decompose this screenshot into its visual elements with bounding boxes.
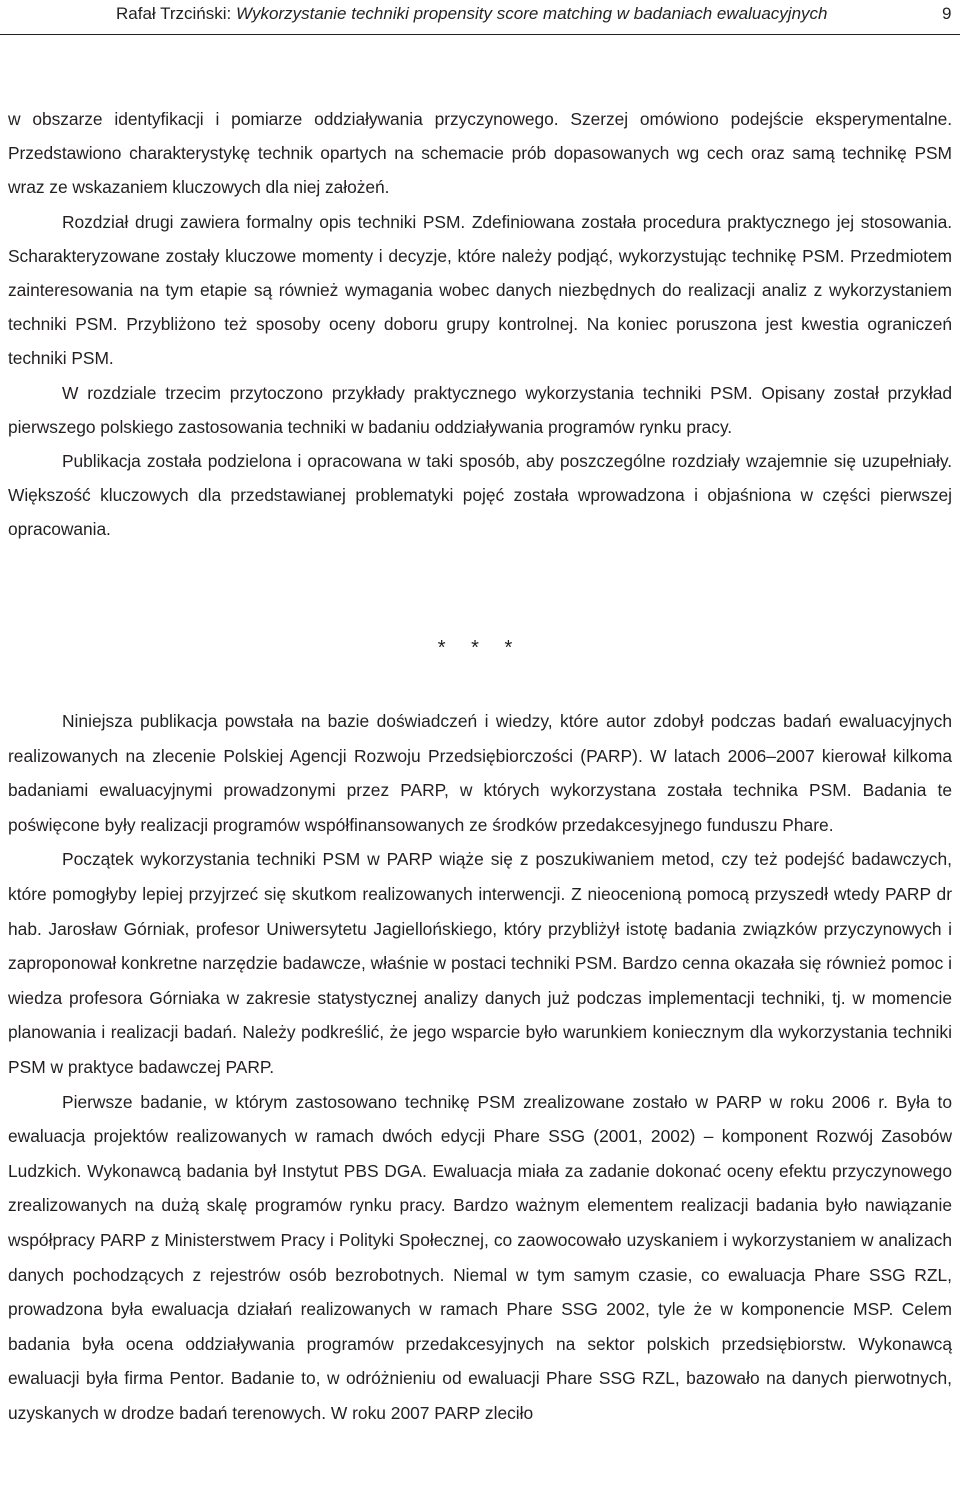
header-title: Wykorzystanie techniki propensity score matching w badaniach ewaluacyjnych bbox=[235, 4, 828, 23]
acknowledgements-paragraph-3: Pierwsze badanie, w którym zastosowano technikę PSM zrealizowane zostało w PARP w roku 2006 r. Była to ewaluacja projektów realizowanych w ramach dwóch edycji Phare SSG (2001, 2002) – komponent Rozwój Zasobów Ludzkich. Wykonawcą badania był Instytut PBS DGA. Ewaluacja miała za zadanie dokonać oceny efektu przyczynowego zrealizowanych na dużą skalę programów rynku pracy. Bardzo ważnym elementem realizacji badania było nawiązanie współpracy PARP z Ministerstwem Pracy i Polityki Społecznej, co zaowocowało uzyskaniem i wykorzystaniem w analizach danych pochodzących z rejestrów osób bezrobotnych. Niemal w tym samym czasie, co ewaluacja Phare SSG RZL, prowadzona była ewaluacja działań realizowanych w ramach Phare SSG 2002, tyle że w komponencie MSP. Celem badania była ocena oddziaływania programów przedakcesyjnych na sektor polskich przedsiębiorstw. Wykonawcą ewaluacji była firma Pentor. Badanie to, w odróżnieniu od ewaluacji Phare SSG RZL, bazowało na danych pierwotnych, uzyskanych w drodze badań terenowych. W roku 2007 PARP zleciło bbox=[8, 1091, 952, 1423]
header-author-title bbox=[116, 0, 828, 28]
intro-section bbox=[8, 102, 952, 547]
acknowledgements-section bbox=[8, 704, 952, 1430]
intro-paragraph-3: W rozdziale trzecim przytoczono przykłady praktycznego wykorzystania techniki PSM. Opisany został przykład pierwszego polskiego zastosowania techniki w badaniu oddziaływania programów rynku pracy. bbox=[8, 382, 952, 437]
section-separator: * * * bbox=[437, 637, 523, 659]
intro-paragraph-4: Publikacja została podzielona i opracowana w taki sposób, aby poszczególne rozdziały wzajemnie się uzupełniały. Większość kluczowych dla przedstawianej problematyki pojęć została wprowadzona i objaśniona w części pierwszej opracowania. bbox=[8, 451, 952, 540]
running-header bbox=[0, 0, 960, 35]
intro-paragraph-2: Rozdział drugi zawiera formalny opis techniki PSM. Zdefiniowana została procedura praktycznego jej stosowania. Scharakteryzowane zostały kluczowe momenty i decyzje, które należy podjąć, wykorzystując technikę PSM. Przedmiotem zainteresowania na tym etapie są również wymagania wobec danych niezbędnych do realizacji analiz z wykorzystaniem techniki PSM. Przybliżono też sposoby oceny doboru grupy kontrolnej. Na koniec poruszona jest kwestia ograniczeń techniki PSM. bbox=[8, 211, 952, 369]
page-number: 9 bbox=[942, 4, 952, 23]
intro-paragraph-1: w obszarze identyfikacji i pomiarze oddziaływania przyczynowego. Szerzej omówiono podejście eksperymentalne. Przedstawiono charakterystykę technik opartych na schemacie prób dopasowanych wg cech oraz samą technikę PSM wraz ze wskazaniem kluczowych dla niej założeń. bbox=[8, 109, 952, 198]
acknowledgements-paragraph-1: Niniejsza publikacja powstała na bazie doświadczeń i wiedzy, które autor zdobył podczas badań ewaluacyjnych realizowanych na zlecenie Polskiej Agencji Rozwoju Przedsiębiorczości (PARP). W latach 2006–2007 kierował kilkoma badaniami ewaluacyjnymi prowadzonymi przez PARP, w których wykorzystana została technika PSM. Badania te poświęcone były realizacji programów współfinansowanych ze środków przedakcesyjnego funduszu Phare. bbox=[8, 711, 952, 835]
acknowledgements-paragraph-2: Początek wykorzystania techniki PSM w PARP wiąże się z poszukiwaniem metod, czy też podejść badawczych, które pomogłyby lepiej przyjrzeć się skutkom realizowanych interwencji. Z nieocenioną pomocą przyszedł wtedy PARP dr hab. Jarosław Górniak, profesor Uniwersytetu Jagiellońskiego, który przybliżył istotę badania związków przyczynowych i zaproponował konkretne narzędzie badawcze, właśnie w postaci techniki PSM. Bardzo cenna okazała się również pomoc i wiedza profesora Górniaka w zakresie statystycznej analizy danych już podczas implementacji techniki, tj. w momencie planowania i realizacji badań. Należy podkreślić, że jego wsparcie było warunkiem koniecznym dla wykorzystania techniki PSM w praktyce badawczej PARP. bbox=[8, 849, 952, 1077]
header-author: Rafał Trzciński: bbox=[116, 4, 236, 23]
